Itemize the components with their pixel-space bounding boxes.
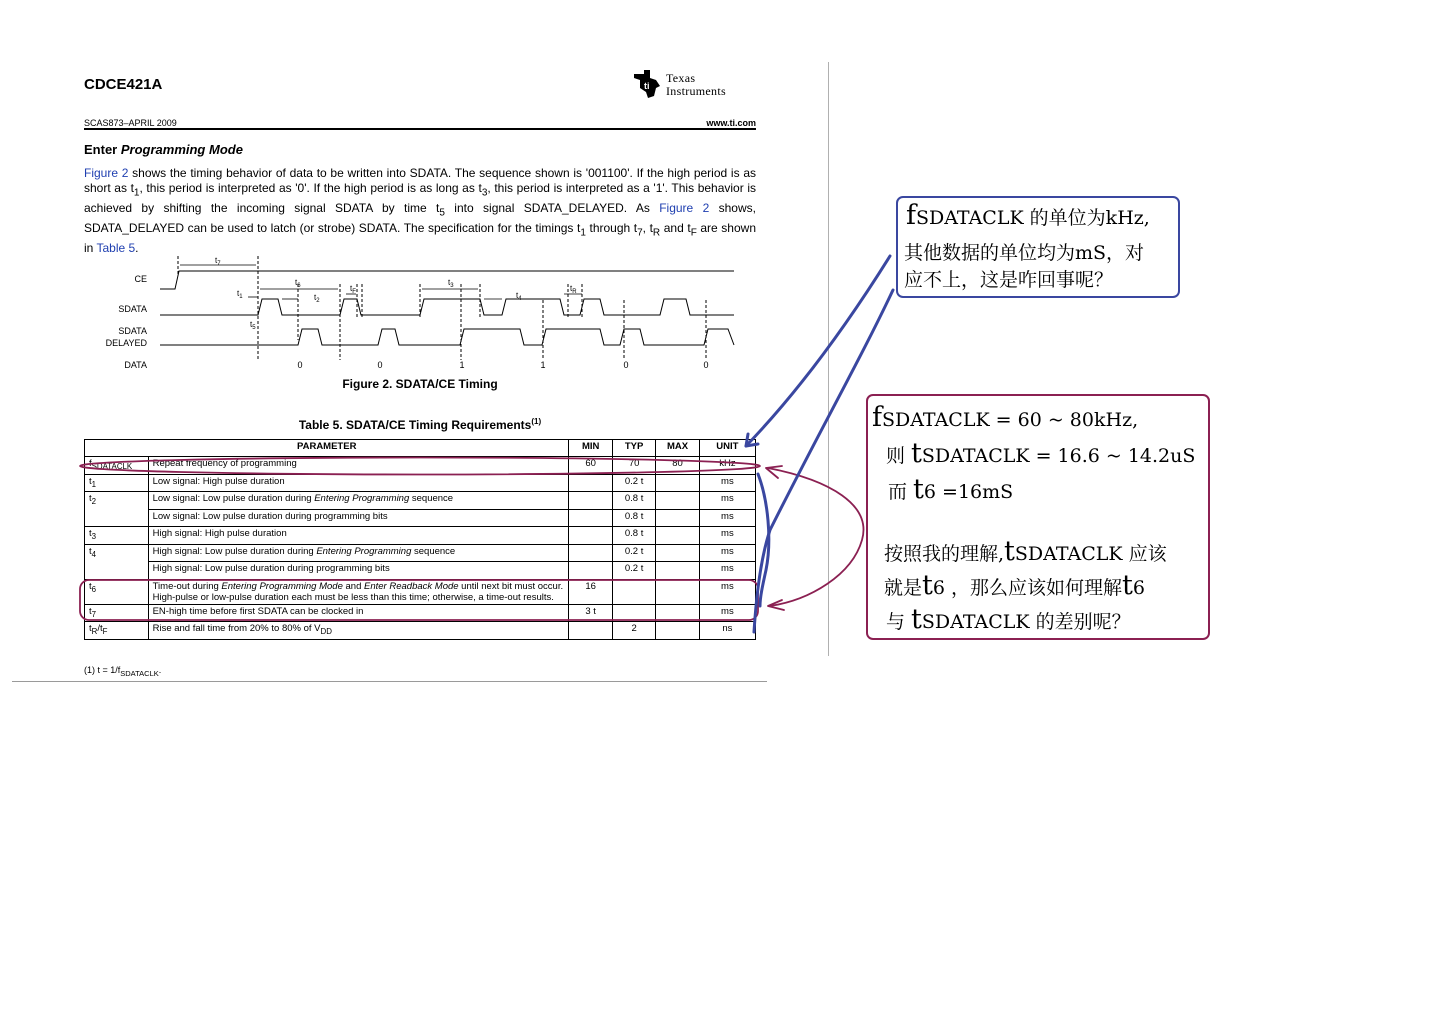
param-symbol: $f_{SDATACLK}$: [85, 457, 149, 475]
header-typ: TYP: [612, 440, 655, 457]
param-symbol: $t_3$: [85, 527, 149, 545]
table-caption: Table 5. SDATA/CE Timing Requirements$^{(1)}$: [298, 417, 542, 432]
table-row: $t_1$ Low signal: High pulse duration 0.2 t ms: [85, 474, 756, 492]
svg-text:t4: $t_4$: [516, 291, 522, 302]
highlight-t6-row: [80, 580, 758, 620]
red-bracket-arrow: [768, 468, 863, 606]
figure-link-2[interactable]: Figure 2: [659, 200, 710, 215]
note2-line5: 就是t6 ，那么应该如何理解t6: [884, 570, 1145, 601]
param-symbol: $t_7$: [85, 604, 149, 622]
header-unit: UNIT: [699, 440, 755, 457]
document-title: CDCE421A: [84, 76, 163, 93]
svg-text:t7: $t_7$: [215, 256, 221, 267]
data-bit: 1: [540, 360, 546, 370]
svg-text:tF: $t_F$: [350, 284, 356, 295]
table-row: $t_6$ Time-out during Entering Programming Mode and Enter Readback Mode until next bit must occur. High-pulse or low-pulse duration each must be less than this time; otherwise, a time-out results. 16 ms: [85, 579, 756, 604]
param-symbol: $t_6$: [85, 579, 149, 604]
label-sdata-delayed-2: DELAYED: [105, 338, 147, 348]
website-link[interactable]: www.ti.com: [706, 118, 756, 128]
data-bit: 0: [703, 360, 709, 370]
note1-line2: 其他数据的单位均为mS，对: [904, 242, 1145, 264]
annotation-note-units: [896, 196, 1180, 298]
table-link[interactable]: Table 5: [96, 240, 136, 255]
document-number: SCAS873–APRIL 2009: [84, 118, 177, 128]
label-ce: CE: [134, 274, 147, 284]
table-row: High signal: Low pulse duration during programming bits 0.2 t ms: [85, 562, 756, 580]
header-min: MIN: [569, 440, 612, 457]
note1-line3: 应不上，这是咋回事呢？: [904, 269, 1114, 291]
label-sdata: SDATA: [118, 304, 147, 314]
table-row: $t_7$ EN-high time before first SDATA can be clocked in 3 t ms: [85, 604, 756, 622]
figure-link[interactable]: Figure 2: [84, 166, 129, 180]
header-parameter: PARAMETER: [85, 440, 569, 457]
note2-line2: 则 tSDATACLK = 16.6 ~ 14.2uS: [886, 438, 1196, 469]
table-row: $t_R/t_F$ Rise and fall time from 20% to 80% of $V_{DD}$ 2 ns: [85, 622, 756, 640]
red-highlights: [80, 458, 863, 621]
table-row: $t_2$ Low signal: Low pulse duration during Entering Programming sequence 0.8 t ms: [85, 492, 756, 510]
svg-text:t3: $t_3$: [448, 278, 454, 289]
table-row: Low signal: Low pulse duration during programming bits 0.8 t ms: [85, 509, 756, 527]
logo-line2: Instruments: [666, 84, 726, 98]
body-paragraph: Figure 2 shows the timing behavior of data to be written into SDATA. The sequence shown is '001100'. If the high period is as short as $t_1$, this period is interpreted as '0'. If the high period is as long as $t_3$, this period is interpreted as a '1'. This behavior is achieved by shifting the incoming signal SDATA by time $t_5$ into signal SDATA_DELAYED. As Figure 2 shows, SDATA_DELAYED can be used to latch (or strobe) SDATA. The specification for the timings $t_1$ through $t_7$, $t_R$ and $t_F$ are shown in Table 5.: [84, 166, 757, 255]
table-row: $t_3$ High signal: High pulse duration 0.8 t ms: [85, 527, 756, 545]
note2-line4: 按照我的理解,tSDATACLK 应该: [884, 536, 1167, 567]
svg-text:t6: $t_6$: [295, 278, 301, 289]
note2-line3: 而 t6 =16mS: [888, 474, 1014, 505]
section-heading: Enter Programming Mode: [84, 142, 243, 157]
figure-caption: Figure 2. SDATA/CE Timing: [342, 377, 498, 391]
logo-line1: Texas: [666, 71, 696, 85]
table-row: $t_4$ High signal: Low pulse duration during Entering Programming sequence 0.2 t ms: [85, 544, 756, 562]
param-symbol: $t_2$: [85, 492, 149, 510]
note2-line1: fSDATACLK = 60 ~ 80kHz,: [872, 402, 1139, 433]
annotation-note-question: [866, 394, 1210, 640]
red-arrowhead-top: [766, 466, 782, 478]
highlight-fsdataclk-row: [80, 458, 760, 475]
svg-text:t1: $t_1$: [237, 289, 243, 300]
param-symbol: $t_4$: [85, 544, 149, 562]
table-row: $f_{SDATACLK}$ Repeat frequency of programming 60 70 80 kHz: [85, 457, 756, 475]
note1-line1: fSDATACLK 的单位为kHz,: [906, 200, 1150, 231]
data-bit: 0: [623, 360, 629, 370]
data-bit: 1: [459, 360, 465, 370]
param-symbol: $t_1$: [85, 474, 149, 492]
table-footnote: (1) $t = 1/f_{SDATACLK}$.: [84, 665, 162, 678]
svg-text:t2: $t_2$: [314, 293, 320, 304]
svg-text:tR: $t_R$: [570, 284, 577, 295]
note2-line6: 与 tSDATACLK 的差别呢？: [886, 604, 1131, 635]
label-sdata-delayed-1: SDATA: [118, 326, 147, 336]
label-data: DATA: [124, 360, 147, 370]
header-max: MAX: [656, 440, 699, 457]
param-symbol: $t_R/t_F$: [85, 622, 149, 640]
svg-text:t5: $t_5$: [250, 320, 256, 331]
data-bit: 0: [377, 360, 383, 370]
svg-text:ti: ti: [644, 81, 650, 91]
data-bit: 0: [297, 360, 303, 370]
